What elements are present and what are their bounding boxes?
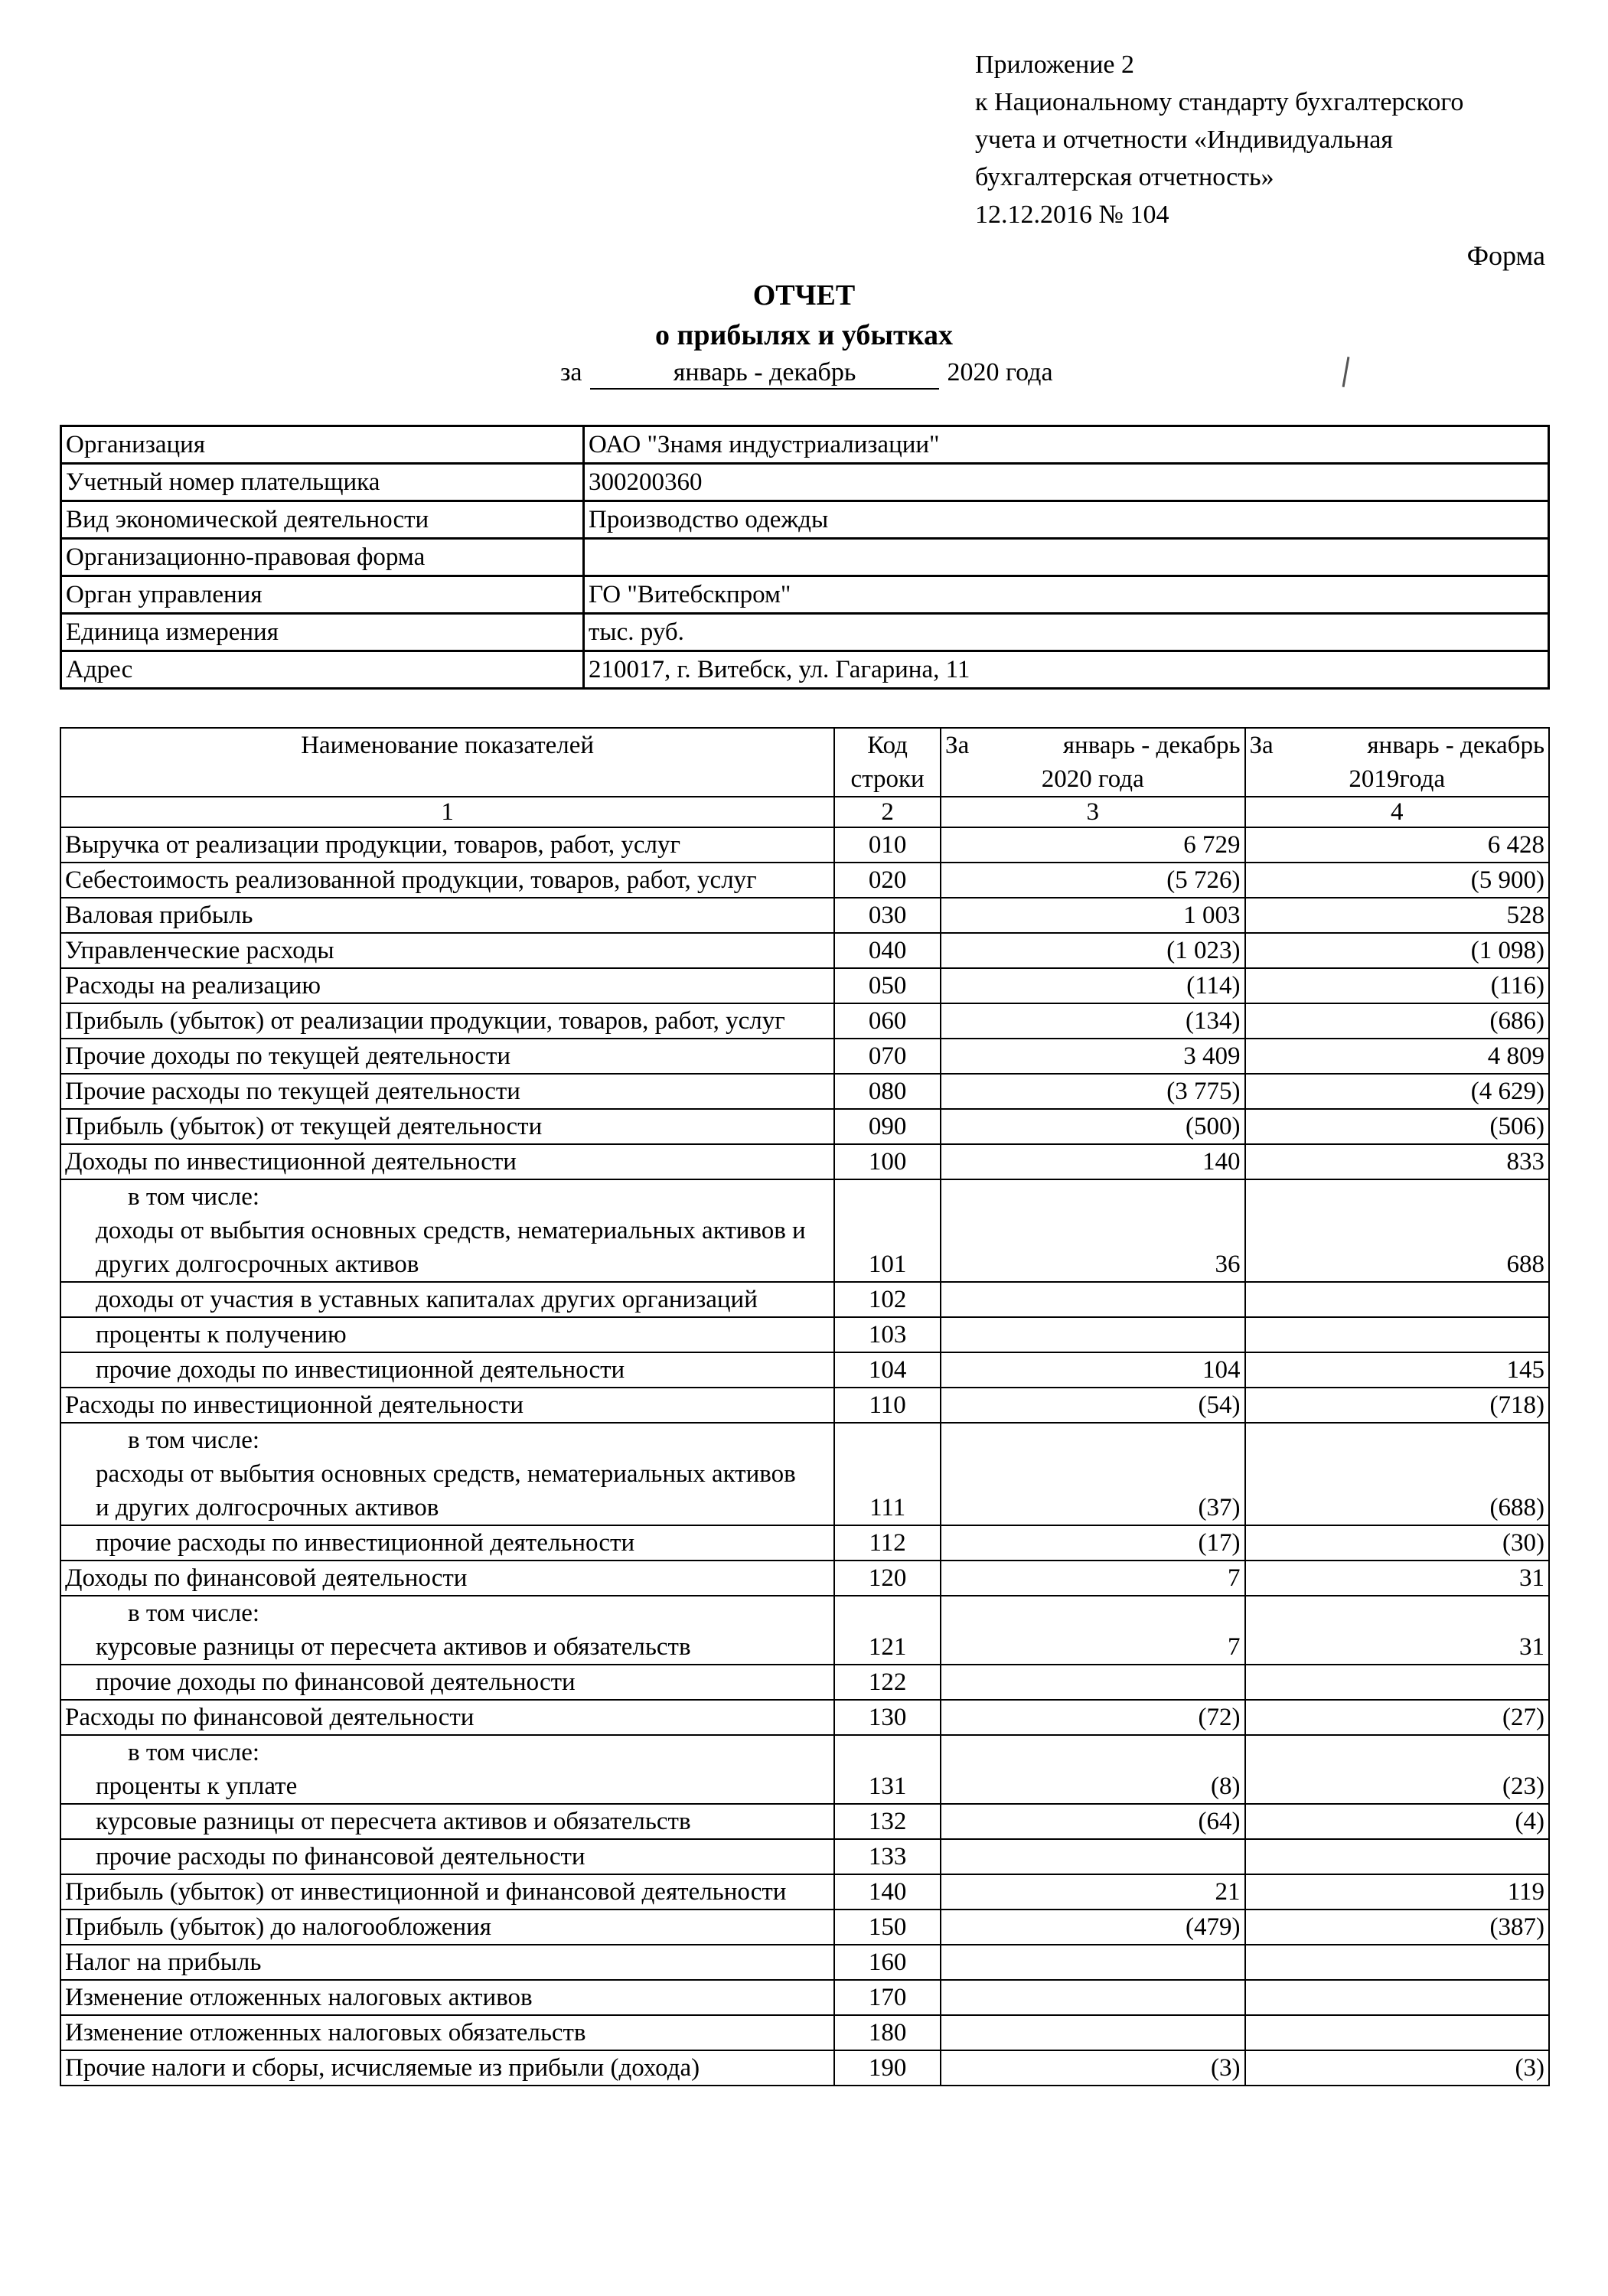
row-value-previous: (686) bbox=[1245, 1003, 1550, 1039]
row-code: 103 bbox=[834, 1317, 941, 1352]
table-row bbox=[60, 1423, 1549, 1525]
row-name-cell bbox=[60, 898, 834, 933]
row-name: Прибыль (убыток) от реализации продукции, товаров, работ, услуг bbox=[65, 1007, 785, 1035]
header-code: Код строки bbox=[834, 728, 941, 797]
row-value-previous: (3) bbox=[1245, 2050, 1550, 2086]
row-value-current: (1 023) bbox=[941, 933, 1244, 968]
row-code: 110 bbox=[834, 1388, 941, 1423]
table-row bbox=[60, 1144, 1549, 1179]
appendix-line: учета и отчетности «Индивидуальная bbox=[975, 126, 1394, 154]
row-value-previous: (30) bbox=[1245, 1525, 1550, 1561]
row-value-previous bbox=[1245, 2015, 1550, 2050]
appendix-note bbox=[975, 46, 1463, 233]
row-name-cell bbox=[60, 2050, 834, 2086]
column-number: 1 bbox=[60, 797, 834, 827]
row-name: Прочие расходы по текущей деятельности bbox=[65, 1078, 520, 1105]
row-name-cell bbox=[60, 1910, 834, 1945]
info-label: Орган управления bbox=[61, 576, 584, 614]
row-value-current: (500) bbox=[941, 1109, 1244, 1144]
table-row bbox=[60, 1525, 1549, 1561]
table-row bbox=[60, 1910, 1549, 1945]
row-value-current bbox=[941, 1282, 1244, 1317]
row-name-cell bbox=[60, 863, 834, 898]
table-row bbox=[60, 1282, 1549, 1317]
info-label: Организация bbox=[61, 426, 584, 464]
table-row bbox=[60, 1804, 1549, 1839]
column-number: 2 bbox=[834, 797, 941, 827]
row-name-cell bbox=[60, 1039, 834, 1074]
row-value-current: 1 003 bbox=[941, 898, 1244, 933]
row-value-current: 36 bbox=[941, 1179, 1244, 1282]
column-number: 4 bbox=[1245, 797, 1550, 827]
row-value-previous: 119 bbox=[1245, 1874, 1550, 1910]
row-code: 020 bbox=[834, 863, 941, 898]
row-name-cell bbox=[60, 1179, 834, 1282]
column-number-row bbox=[60, 797, 1549, 827]
row-value-previous: (27) bbox=[1245, 1700, 1550, 1735]
info-row bbox=[61, 426, 1549, 464]
info-row bbox=[61, 614, 1549, 651]
row-value-previous: (5 900) bbox=[1245, 863, 1550, 898]
table-row bbox=[60, 898, 1549, 933]
row-name: Валовая прибыль bbox=[65, 902, 253, 929]
row-value-current: (134) bbox=[941, 1003, 1244, 1039]
row-value-current: (3) bbox=[941, 2050, 1244, 2086]
row-value-current: (54) bbox=[941, 1388, 1244, 1423]
row-value-previous bbox=[1245, 1839, 1550, 1874]
table-row bbox=[60, 1665, 1549, 1700]
table-row bbox=[60, 1388, 1549, 1423]
row-value-previous: (4) bbox=[1245, 1804, 1550, 1839]
table-row bbox=[60, 1003, 1549, 1039]
row-value-previous: 833 bbox=[1245, 1144, 1550, 1179]
table-row bbox=[60, 1109, 1549, 1144]
row-code: 111 bbox=[834, 1423, 941, 1525]
row-name: Доходы по финансовой деятельности bbox=[65, 1564, 468, 1592]
row-name-cell bbox=[60, 1874, 834, 1910]
row-code: 170 bbox=[834, 1980, 941, 2015]
row-name-cell bbox=[60, 968, 834, 1003]
row-name: прочие расходы по финансовой деятельности bbox=[96, 1843, 585, 1870]
row-code: 150 bbox=[834, 1910, 941, 1945]
table-row bbox=[60, 1039, 1549, 1074]
row-value-current: (37) bbox=[941, 1423, 1244, 1525]
row-value-current: 6 729 bbox=[941, 827, 1244, 863]
row-name: Прибыль (убыток) от текущей деятельности bbox=[65, 1113, 543, 1140]
report-title: ОТЧЕТ bbox=[752, 279, 856, 311]
row-name: расходы от выбытия основных средств, нематериальных активов и других долгосрочных активов bbox=[96, 1460, 796, 1521]
row-name: прочие расходы по инвестиционной деятельности bbox=[96, 1529, 635, 1557]
row-code: 180 bbox=[834, 2015, 941, 2050]
row-name: доходы от участия в уставных капиталах других организаций bbox=[96, 1286, 758, 1313]
table-row bbox=[60, 1179, 1549, 1282]
row-name-cell bbox=[60, 1388, 834, 1423]
row-name-cell bbox=[60, 1074, 834, 1109]
row-value-current bbox=[941, 2015, 1244, 2050]
table-row bbox=[60, 968, 1549, 1003]
row-code: 101 bbox=[834, 1179, 941, 1282]
row-value-current: (8) bbox=[941, 1735, 1244, 1804]
row-value-previous: (1 098) bbox=[1245, 933, 1550, 968]
row-code: 190 bbox=[834, 2050, 941, 2086]
row-name: Прибыль (убыток) до налогообложения bbox=[65, 1913, 491, 1941]
pen-mark bbox=[1342, 357, 1350, 387]
info-label: Адрес bbox=[61, 651, 584, 689]
row-name-cell bbox=[60, 1317, 834, 1352]
row-name: проценты к получению bbox=[96, 1321, 347, 1349]
profit-loss-table bbox=[60, 727, 1550, 2086]
row-name-cell bbox=[60, 1352, 834, 1388]
row-value-current bbox=[941, 1980, 1244, 2015]
appendix-line: бухгалтерская отчетность» bbox=[975, 163, 1274, 191]
row-name-cell bbox=[60, 1665, 834, 1700]
row-name-cell bbox=[60, 1109, 834, 1144]
row-value-previous: 31 bbox=[1245, 1561, 1550, 1596]
row-name: Прибыль (убыток) от инвестиционной и финансовой деятельности bbox=[65, 1878, 787, 1906]
info-label: Организационно-правовая форма bbox=[61, 539, 584, 576]
row-name: Расходы по инвестиционной деятельности bbox=[65, 1391, 523, 1419]
row-value-previous: (387) bbox=[1245, 1910, 1550, 1945]
table-row bbox=[60, 2050, 1549, 2086]
row-value-current: (72) bbox=[941, 1700, 1244, 1735]
appendix-line: к Национальному стандарту бухгалтерского bbox=[975, 88, 1464, 116]
row-prefix: в том числе: bbox=[128, 1600, 260, 1627]
table-row bbox=[60, 1596, 1549, 1665]
row-name-cell bbox=[60, 1804, 834, 1839]
header-previous-period: За январь - декабрь 2019года bbox=[1245, 728, 1550, 797]
row-value-current: 140 bbox=[941, 1144, 1244, 1179]
row-value-previous: 4 809 bbox=[1245, 1039, 1550, 1074]
row-value-current: 7 bbox=[941, 1596, 1244, 1665]
row-value-current bbox=[941, 1839, 1244, 1874]
row-code: 131 bbox=[834, 1735, 941, 1804]
info-row bbox=[61, 539, 1549, 576]
info-label: Вид экономической деятельности bbox=[61, 501, 584, 539]
row-name: Прочие налоги и сборы, исчисляемые из прибыли (дохода) bbox=[65, 2054, 700, 2082]
row-name: Доходы по инвестиционной деятельности bbox=[65, 1148, 517, 1176]
info-label: Единица измерения bbox=[61, 614, 584, 651]
row-code: 102 bbox=[834, 1282, 941, 1317]
row-code: 050 bbox=[834, 968, 941, 1003]
row-name-cell bbox=[60, 1144, 834, 1179]
table-row bbox=[60, 1352, 1549, 1388]
row-name: Прочие доходы по текущей деятельности bbox=[65, 1042, 511, 1070]
info-row bbox=[61, 501, 1549, 539]
info-value: ОАО "Знамя индустриализации" bbox=[584, 426, 1549, 464]
row-name: курсовые разницы от пересчета активов и обязательств bbox=[96, 1633, 691, 1661]
row-value-previous: (4 629) bbox=[1245, 1074, 1550, 1109]
table-row bbox=[60, 1561, 1549, 1596]
table-row bbox=[60, 1074, 1549, 1109]
form-label: Форма bbox=[1466, 240, 1545, 271]
row-value-current: 7 bbox=[941, 1561, 1244, 1596]
row-value-previous bbox=[1245, 1665, 1550, 1700]
row-name: Управленческие расходы bbox=[65, 937, 334, 964]
row-value-current bbox=[941, 1317, 1244, 1352]
row-value-current bbox=[941, 1945, 1244, 1980]
row-name-cell bbox=[60, 1945, 834, 1980]
period-year: 2020 года bbox=[947, 358, 1053, 386]
row-code: 140 bbox=[834, 1874, 941, 1910]
info-value: ГО "Витебскпром" bbox=[584, 576, 1549, 614]
table-row bbox=[60, 1945, 1549, 1980]
row-value-current: (114) bbox=[941, 968, 1244, 1003]
info-row bbox=[61, 464, 1549, 501]
row-code: 160 bbox=[834, 1945, 941, 1980]
info-label: Учетный номер плательщика bbox=[61, 464, 584, 501]
row-value-previous bbox=[1245, 1945, 1550, 1980]
table-row bbox=[60, 827, 1549, 863]
row-name: Расходы по финансовой деятельности bbox=[65, 1704, 475, 1731]
row-value-current: (5 726) bbox=[941, 863, 1244, 898]
info-value: Производство одежды bbox=[584, 501, 1549, 539]
period-prefix: за bbox=[560, 358, 582, 386]
row-name: доходы от выбытия основных средств, нематериальных активов и других долгосрочных активов bbox=[96, 1217, 806, 1278]
row-name-cell bbox=[60, 1596, 834, 1665]
row-code: 133 bbox=[834, 1839, 941, 1874]
info-value: 210017, г. Витебск, ул. Гагарина, 11 bbox=[584, 651, 1549, 689]
header-name: Наименование показателей bbox=[60, 728, 834, 797]
row-code: 132 bbox=[834, 1804, 941, 1839]
row-code: 104 bbox=[834, 1352, 941, 1388]
row-code: 070 bbox=[834, 1039, 941, 1074]
row-name: Выручка от реализации продукции, товаров, работ, услуг bbox=[65, 831, 681, 859]
row-value-current bbox=[941, 1665, 1244, 1700]
row-code: 122 bbox=[834, 1665, 941, 1700]
row-name-cell bbox=[60, 1980, 834, 2015]
row-value-previous: (506) bbox=[1245, 1109, 1550, 1144]
info-value: 300200360 bbox=[584, 464, 1549, 501]
row-name: прочие доходы по инвестиционной деятельности bbox=[96, 1356, 625, 1384]
table-row bbox=[60, 863, 1549, 898]
row-value-previous: 528 bbox=[1245, 898, 1550, 933]
table-row bbox=[60, 1874, 1549, 1910]
header-current-period: За январь - декабрь 2020 года bbox=[941, 728, 1244, 797]
table-row bbox=[60, 1317, 1549, 1352]
row-code: 120 bbox=[834, 1561, 941, 1596]
table-row bbox=[60, 1839, 1549, 1874]
row-name: проценты к уплате bbox=[96, 1773, 298, 1800]
report-period bbox=[560, 357, 1053, 390]
row-name: Изменение отложенных налоговых обязательств bbox=[65, 2019, 586, 2047]
row-code: 090 bbox=[834, 1109, 941, 1144]
row-prefix: в том числе: bbox=[128, 1427, 260, 1454]
column-number: 3 bbox=[941, 797, 1244, 827]
row-value-current: (64) bbox=[941, 1804, 1244, 1839]
row-code: 040 bbox=[834, 933, 941, 968]
row-value-previous: 6 428 bbox=[1245, 827, 1550, 863]
row-name: курсовые разницы от пересчета активов и обязательств bbox=[96, 1808, 691, 1835]
organization-info-table bbox=[60, 425, 1550, 690]
row-value-previous bbox=[1245, 1980, 1550, 2015]
row-prefix: в том числе: bbox=[128, 1183, 260, 1211]
row-name: Расходы на реализацию bbox=[65, 972, 321, 1000]
row-value-current: (479) bbox=[941, 1910, 1244, 1945]
row-name-cell bbox=[60, 1003, 834, 1039]
table-header-row bbox=[60, 728, 1549, 797]
row-value-previous: 31 bbox=[1245, 1596, 1550, 1665]
row-name: Налог на прибыль bbox=[65, 1949, 262, 1976]
row-code: 030 bbox=[834, 898, 941, 933]
row-value-previous: 688 bbox=[1245, 1179, 1550, 1282]
row-name-cell bbox=[60, 1561, 834, 1596]
row-code: 130 bbox=[834, 1700, 941, 1735]
appendix-line: Приложение 2 bbox=[975, 51, 1134, 79]
row-prefix: в том числе: bbox=[128, 1739, 260, 1766]
row-value-current: 21 bbox=[941, 1874, 1244, 1910]
table-row bbox=[60, 1700, 1549, 1735]
report-subtitle: о прибылях и убытках bbox=[654, 319, 954, 351]
row-value-previous bbox=[1245, 1282, 1550, 1317]
row-value-current: 104 bbox=[941, 1352, 1244, 1388]
row-value-previous bbox=[1245, 1317, 1550, 1352]
table-row bbox=[60, 1735, 1549, 1804]
row-value-current: (17) bbox=[941, 1525, 1244, 1561]
row-code: 112 bbox=[834, 1525, 941, 1561]
row-code: 010 bbox=[834, 827, 941, 863]
row-code: 121 bbox=[834, 1596, 941, 1665]
row-code: 100 bbox=[834, 1144, 941, 1179]
period-value: январь - декабрь bbox=[590, 357, 939, 390]
row-name: Изменение отложенных налоговых активов bbox=[65, 1984, 533, 2011]
row-name-cell bbox=[60, 1525, 834, 1561]
info-row bbox=[61, 651, 1549, 689]
info-value bbox=[584, 539, 1549, 576]
row-value-previous: (116) bbox=[1245, 968, 1550, 1003]
row-value-previous: (718) bbox=[1245, 1388, 1550, 1423]
row-name-cell bbox=[60, 1282, 834, 1317]
row-name-cell bbox=[60, 2015, 834, 2050]
info-value: тыс. руб. bbox=[584, 614, 1549, 651]
row-name: прочие доходы по финансовой деятельности bbox=[96, 1668, 576, 1696]
row-code: 080 bbox=[834, 1074, 941, 1109]
row-code: 060 bbox=[834, 1003, 941, 1039]
row-name: Себестоимость реализованной продукции, товаров, работ, услуг bbox=[65, 866, 757, 894]
row-name-cell bbox=[60, 1423, 834, 1525]
row-name-cell bbox=[60, 933, 834, 968]
info-row bbox=[61, 576, 1549, 614]
table-row bbox=[60, 2015, 1549, 2050]
row-name-cell bbox=[60, 1735, 834, 1804]
appendix-line: 12.12.2016 № 104 bbox=[975, 201, 1169, 229]
table-row bbox=[60, 1980, 1549, 2015]
table-row bbox=[60, 933, 1549, 968]
row-name-cell bbox=[60, 827, 834, 863]
row-value-current: (3 775) bbox=[941, 1074, 1244, 1109]
row-name-cell bbox=[60, 1700, 834, 1735]
row-name-cell bbox=[60, 1839, 834, 1874]
row-value-current: 3 409 bbox=[941, 1039, 1244, 1074]
row-value-previous: 145 bbox=[1245, 1352, 1550, 1388]
row-value-previous: (23) bbox=[1245, 1735, 1550, 1804]
row-value-previous: (688) bbox=[1245, 1423, 1550, 1525]
